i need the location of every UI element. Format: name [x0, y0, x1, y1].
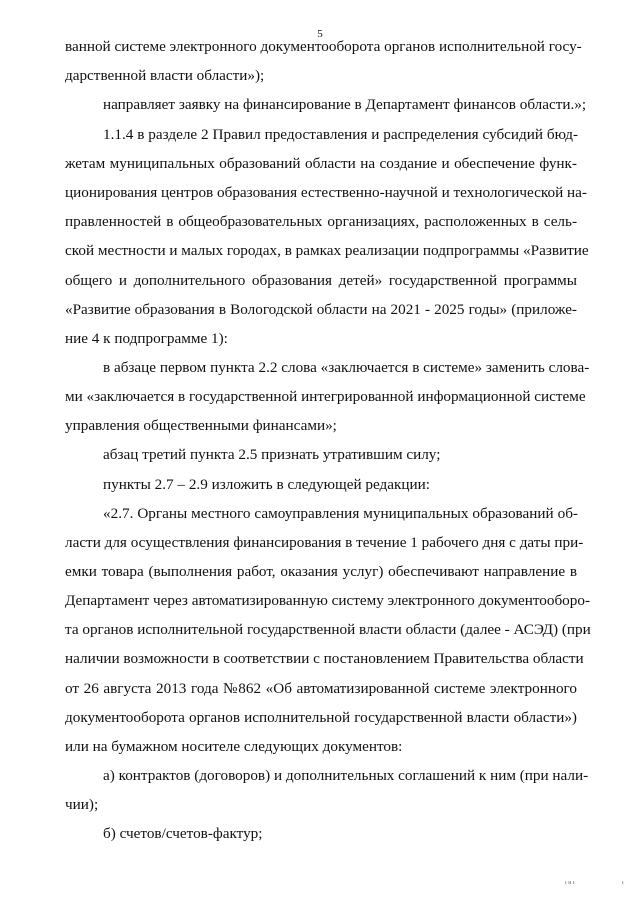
- text-line: ласти для осуществления финансирования в течение 1 рабочего дня с даты при-: [65, 534, 584, 551]
- text-line: а) контрактов (договоров) и дополнительных соглашений к ним (при нали-: [103, 767, 589, 784]
- page-number: 5: [317, 28, 323, 40]
- text-line: жетам муниципальных образований области на создание и обеспечение функ-: [65, 155, 577, 172]
- text-line: пункты 2.7 – 2.9 изложить в следующей редакции:: [103, 476, 430, 493]
- text-line: от 26 августа 2013 года №862 «Об автоматизированной системе электронного: [65, 680, 577, 697]
- text-line: ционирования центров образования естественно-научной и технологической на-: [65, 184, 587, 201]
- text-line: дарственной власти области»);: [65, 67, 265, 84]
- footer-mark: ı: [622, 880, 624, 886]
- text-line: в абзаце первом пункта 2.2 слова «заключается в системе» заменить слова-: [103, 359, 590, 376]
- footer-mark: ı ıı ı: [565, 880, 575, 886]
- text-line: емки товара (выполнения работ, оказания услуг) обеспечивают направление в: [65, 563, 577, 580]
- text-line: б) счетов/счетов-фактур;: [103, 825, 263, 842]
- text-line: ми «заключается в государственной интегрированной информационной системе: [65, 388, 586, 405]
- text-line: наличии возможности в соответствии с постановлением Правительства области: [65, 650, 584, 667]
- text-line: чии);: [65, 796, 99, 813]
- text-line: «Развитие образования в Вологодской области на 2021 - 2025 годы» (приложе-: [65, 301, 577, 318]
- text-line: ской местности и малых городах, в рамках реализации подпрограммы «Развитие: [65, 242, 589, 259]
- text-line: направляет заявку на финансирование в Департамент финансов области.»;: [103, 96, 587, 113]
- text-line: ние 4 к подпрограмме 1):: [65, 330, 228, 347]
- text-line: ванной системе электронного документооборота органов исполнительной госу-: [65, 38, 582, 55]
- text-line: 1.1.4 в разделе 2 Правил предоставления и распределения субсидий бюд-: [103, 126, 578, 143]
- text-line: документооборота органов исполнительной государственной власти области»): [65, 709, 577, 726]
- text-line: общего и дополнительного образования детей» государственной программы: [65, 272, 577, 289]
- text-line: правленностей в общеобразовательных организациях, расположенных в сель-: [65, 213, 577, 230]
- text-line: абзац третий пункта 2.5 признать утратившим силу;: [103, 446, 441, 463]
- text-line: или на бумажном носителе следующих документов:: [65, 738, 403, 755]
- text-line: Департамент через автоматизированную систему электронного документооборо-: [65, 592, 591, 609]
- text-line: та органов исполнительной государственной власти области (далее - АСЭД) (при: [65, 621, 591, 638]
- text-line: управления общественными финансами»;: [65, 417, 337, 434]
- text-line: «2.7. Органы местного самоуправления муниципальных образований об-: [103, 505, 578, 522]
